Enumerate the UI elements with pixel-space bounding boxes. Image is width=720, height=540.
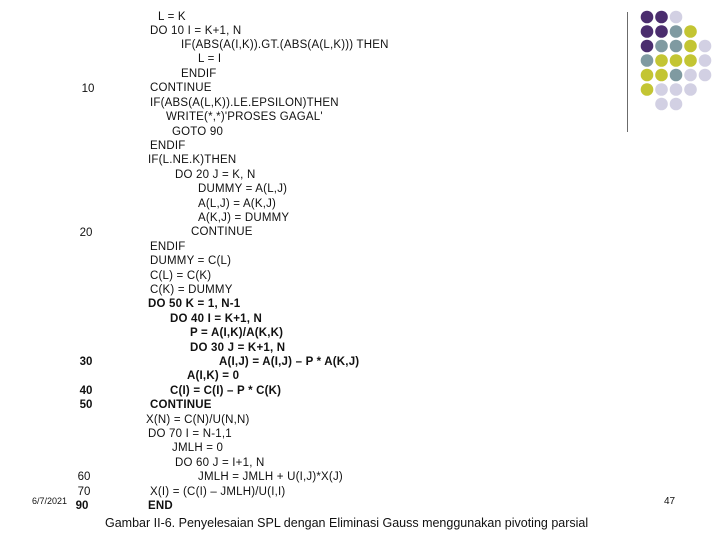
decorative-dot — [641, 54, 654, 67]
code-line: A(I,K) = 0 — [187, 370, 240, 382]
code-line: CONTINUE — [150, 399, 212, 411]
code-line: X(I) = (C(I) – JMLH)/U(I,I) — [150, 486, 286, 498]
code-line: A(I,J) = A(I,J) – P * A(K,J) — [219, 356, 360, 368]
figure-caption: Gambar II-6. Penyelesaian SPL dengan Eliminasi Gauss menggunakan pivoting parsial — [105, 516, 589, 530]
decorative-dot — [641, 83, 654, 96]
code-line: P = A(I,K)/A(K,K) — [190, 327, 284, 339]
decorative-dot — [670, 69, 683, 82]
code-line: JMLH = JMLH + U(I,J)*X(J) — [198, 471, 343, 483]
code-line: C(I) = C(I) – P * C(K) — [170, 385, 282, 397]
code-line: L = K — [158, 11, 186, 23]
statement-label: 10 — [81, 83, 95, 95]
decorative-dot — [699, 69, 712, 82]
code-line: ENDIF — [150, 140, 186, 152]
decorative-dot — [699, 40, 712, 53]
decorative-dot — [670, 83, 683, 96]
code-line: IF(L.NE.K)THEN — [148, 154, 237, 166]
code-line: DO 10 I = K+1, N — [150, 25, 242, 37]
decorative-dot — [670, 40, 683, 53]
code-line: ENDIF — [150, 241, 186, 253]
code-line: DUMMY = A(L,J) — [198, 183, 288, 195]
decorative-dot — [684, 69, 697, 82]
decorative-dot — [655, 25, 668, 38]
decorative-dot — [684, 25, 697, 38]
code-line: CONTINUE — [191, 226, 253, 238]
code-line: IF(ABS(A(L,K)).LE.EPSILON)THEN — [150, 97, 339, 109]
decorative-dot — [655, 40, 668, 53]
code-line: WRITE(*,*)'PROSES GAGAL' — [166, 111, 323, 123]
decorative-dot — [641, 40, 654, 53]
statement-label: 70 — [77, 486, 91, 498]
decorative-dot — [684, 40, 697, 53]
code-line: END — [148, 500, 173, 512]
code-line: DO 40 I = K+1, N — [170, 313, 263, 325]
code-line: DUMMY = C(L) — [150, 255, 232, 267]
decorative-dot — [641, 69, 654, 82]
decorative-dot — [655, 69, 668, 82]
decorative-dot — [641, 25, 654, 38]
decorative-dot — [699, 54, 712, 67]
decorative-dot — [655, 54, 668, 67]
code-line: DO 60 J = I+1, N — [175, 457, 265, 469]
code-line: DO 70 I = N-1,1 — [148, 428, 232, 440]
statement-label: 50 — [79, 399, 93, 411]
decorative-dot-grid — [640, 10, 714, 118]
statement-label: 60 — [77, 471, 91, 483]
page-number: 47 — [664, 496, 676, 507]
code-line: C(K) = DUMMY — [150, 284, 233, 296]
code-line: X(N) = C(N)/U(N,N) — [146, 414, 250, 426]
slide-date: 6/7/2021 — [32, 496, 68, 506]
decorative-dot — [684, 54, 697, 67]
statement-label: 20 — [79, 227, 93, 239]
code-line: DO 20 J = K, N — [175, 169, 256, 181]
decorative-dot — [670, 25, 683, 38]
code-line: C(L) = C(K) — [150, 270, 212, 282]
decorative-dot — [684, 83, 697, 96]
decorative-dot — [670, 11, 683, 24]
statement-label: 90 — [75, 500, 89, 512]
decorative-dot — [670, 54, 683, 67]
statement-label: 40 — [79, 385, 93, 397]
code-line: L = I — [198, 53, 222, 65]
code-line: DO 30 J = K+1, N — [190, 342, 286, 354]
decorative-dot — [655, 11, 668, 24]
statement-label: 30 — [79, 356, 93, 368]
code-line: ENDIF — [181, 68, 217, 80]
decorative-divider — [627, 12, 628, 132]
code-line: JMLH = 0 — [172, 442, 224, 454]
decorative-dot — [670, 98, 683, 111]
code-line: DO 50 K = 1, N-1 — [148, 298, 241, 310]
decorative-dot — [641, 11, 654, 24]
decorative-dot — [655, 83, 668, 96]
code-line: IF(ABS(A(I,K)).GT.(ABS(A(L,K))) THEN — [181, 39, 389, 51]
code-line: A(L,J) = A(K,J) — [198, 198, 277, 210]
code-line: CONTINUE — [150, 82, 212, 94]
code-line: A(K,J) = DUMMY — [198, 212, 290, 224]
code-line: GOTO 90 — [172, 126, 224, 138]
decorative-dot — [655, 98, 668, 111]
